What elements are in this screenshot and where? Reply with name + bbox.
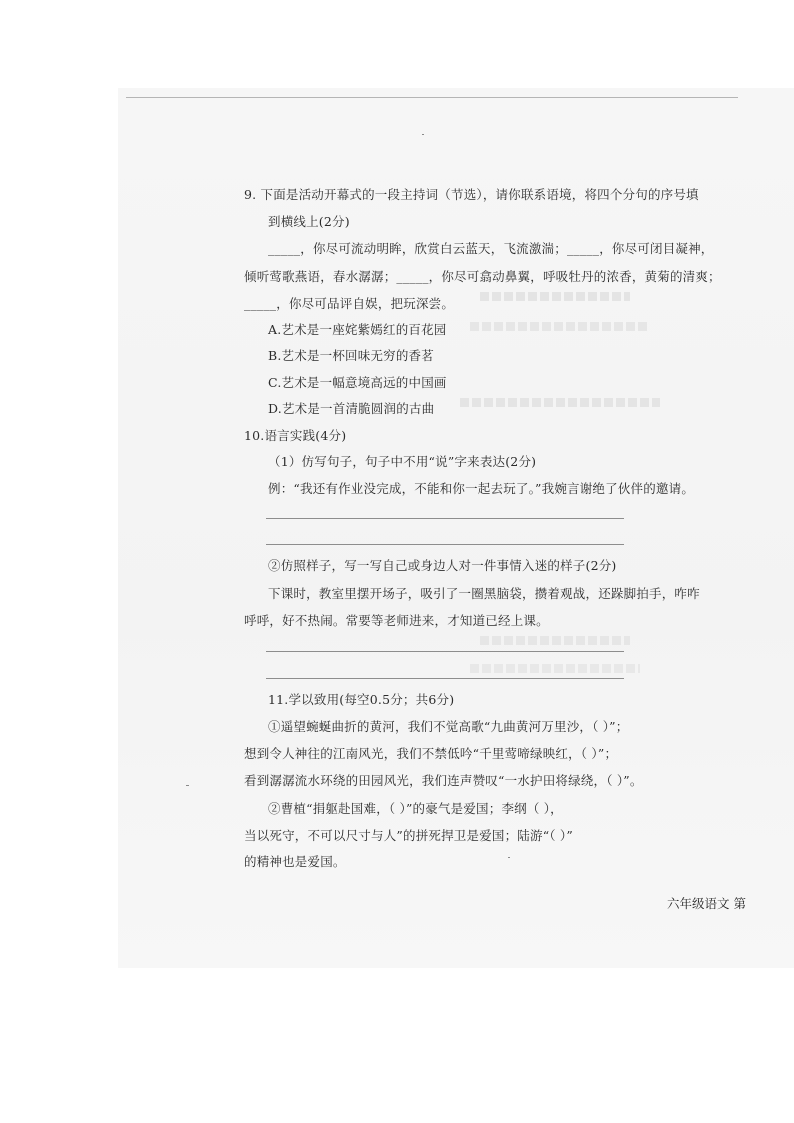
q11-line: 看到潺潺流水环绕的田园风光，我们连声赞叹“一水护田将绿绕，（ ）”。 [244,773,643,788]
bleed-through-text [470,322,650,331]
answer-line[interactable] [266,544,624,545]
bleed-through-text [480,292,630,301]
q10-example: 例：“我还有作业没完成，不能和你一起去玩了。”我婉言谢绝了伙伴的邀请。 [268,481,695,496]
q9-option-b: B.艺术是一杯回味无穷的香茗 [268,348,434,363]
q9-passage-line: 倾听莺歌燕语，春水潺潺；_____，你尽可翕动鼻翼，呼吸牡丹的浓香，黄菊的清爽； [244,269,721,284]
answer-line[interactable] [266,678,624,679]
q9-passage-line: _____，你尽可品评自娱，把玩深尝。 [244,296,455,311]
q9-option-a: A.艺术是一座姹紫嫣红的百花园 [268,322,447,337]
q11-line: 想到令人神往的江南风光，我们不禁低吟“千里莺啼绿映红，（ ）”； [244,746,618,761]
q9-option-c: C.艺术是一幅意境高远的中国画 [268,375,447,390]
q10-part1: （1）仿写句子，句子中不用“说”字来表达(2分) [268,454,537,469]
bleed-through-text [480,636,630,645]
top-border-line [126,97,738,98]
q9-title-cont: 到横线上(2分) [268,214,350,229]
q9-title: 9. 下面是活动开幕式的一段主持词（节选），请你联系语境，将四个分句的序号填 [244,187,699,202]
q10-title: 10.语言实践(4分) [244,428,347,443]
q11-title: 11.学以致用(每空0.5分；共6分) [268,692,455,707]
scan-speck [186,785,189,786]
q11-line: ①遥望蜿蜒曲折的黄河，我们不觉高歌“九曲黄河万里沙，（ ）”； [268,719,629,734]
q10-sample-line: 呼呼，好不热闹。常要等老师进来，才知道已经上课。 [244,613,549,628]
page-footer: 六年级语文 第 [667,896,746,911]
bleed-through-text [460,398,660,407]
scan-speck [422,134,424,135]
answer-line[interactable] [266,518,624,519]
scan-speck [508,857,510,858]
q11-line: 的精神也是爱国。 [244,854,346,869]
q10-part2: ②仿照样子，写一写自己或身边人对一件事情入迷的样子(2分) [268,558,617,573]
q11-line: ②曹植“捐躯赴国难，（ ）”的豪气是爱国；李纲（ ）， [268,801,563,816]
q11-line: 当以死守，不可以尺寸与人”的拼死捍卫是爱国；陆游“（ ）” [244,828,573,843]
answer-line[interactable] [266,651,624,652]
q9-passage-line: _____，你尽可流动明眸，欣赏白云蓝天，飞流激湍；_____，你尽可闭目凝神， [268,241,714,256]
q9-option-d: D.艺术是一首清脆圆润的古曲 [268,401,435,416]
bleed-through-text [470,664,640,673]
q10-sample-line: 下课时，教室里摆开场子，吸引了一圈黑脑袋，攒着观战，还跺脚拍手，咋咋 [268,586,700,601]
